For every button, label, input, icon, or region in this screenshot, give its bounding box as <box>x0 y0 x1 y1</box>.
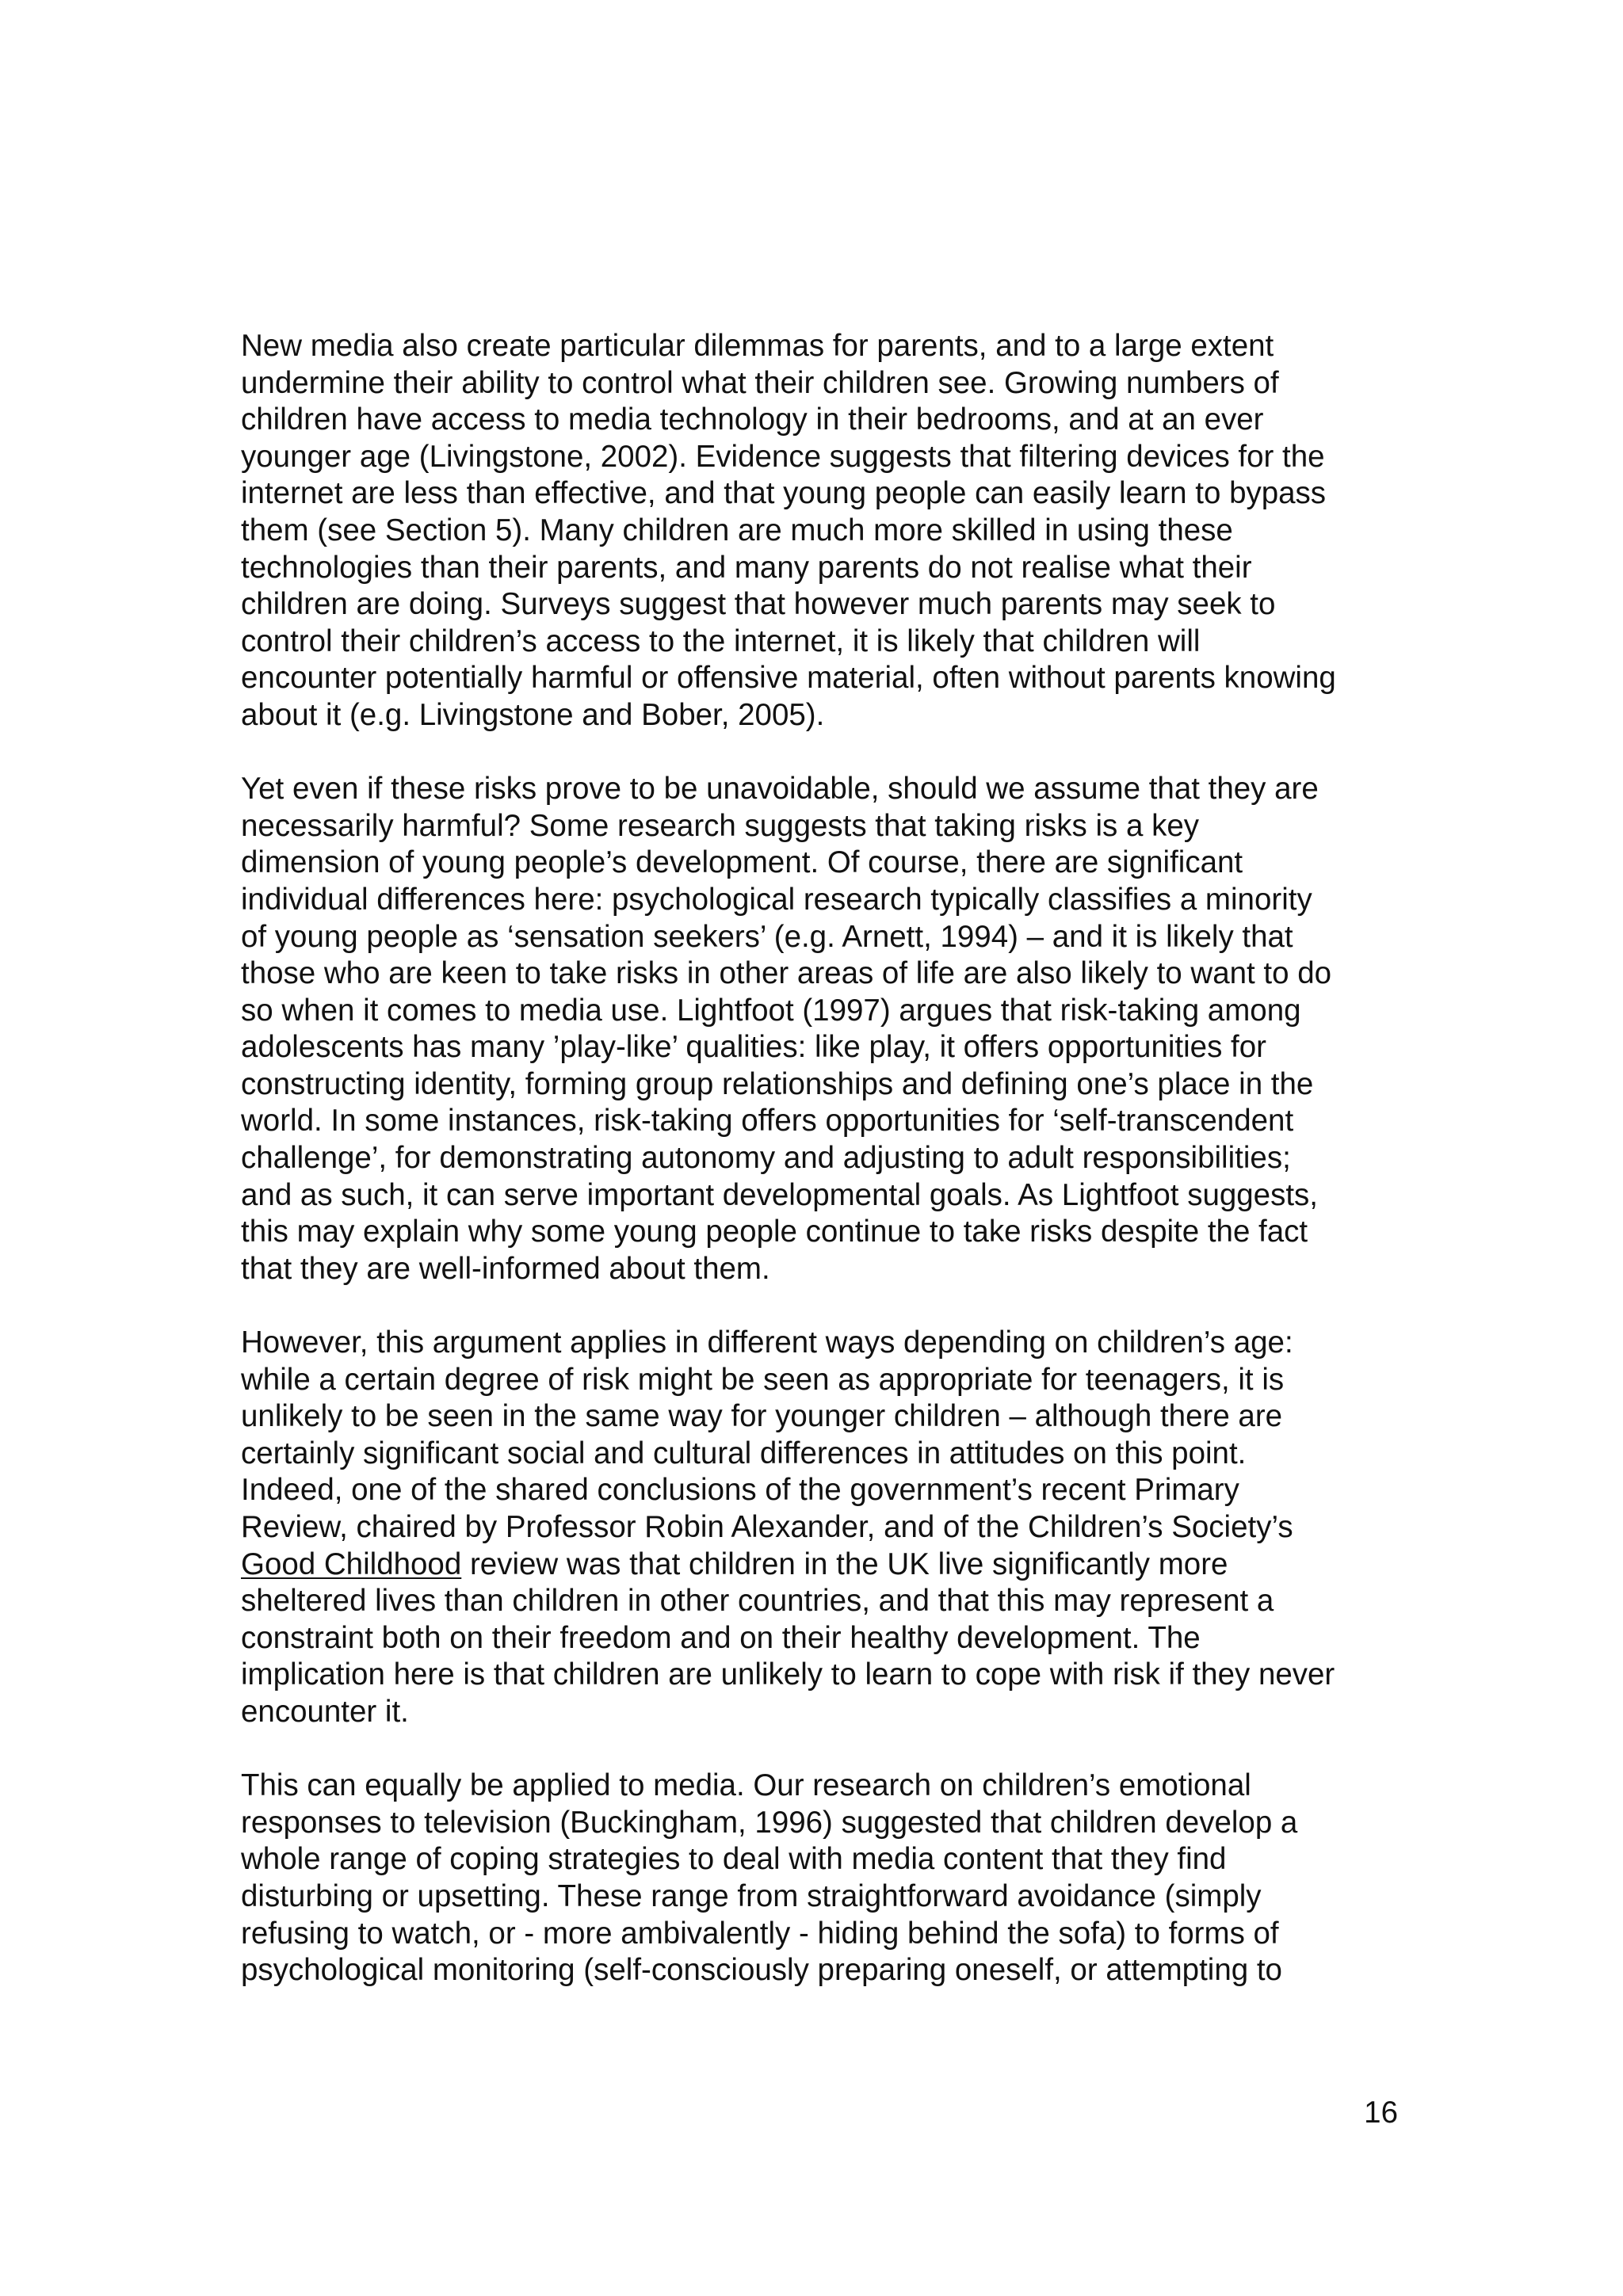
text-line: them (see Section 5). Many children are much more skilled in using these <box>241 513 1233 547</box>
text-line: children have access to media technology in their bedrooms, and at an ever <box>241 402 1264 437</box>
text-line: world. In some instances, risk-taking offers opportunities for ‘self-transcendent <box>241 1104 1294 1138</box>
body-text <box>241 328 1398 2026</box>
text-line: Indeed, one of the shared conclusions of the government’s recent Primary <box>241 1473 1239 1508</box>
text-line: constraint both on their freedom and on their healthy development. The <box>241 1620 1201 1655</box>
text-line <box>241 1547 1398 1584</box>
text-line: certainly significant social and cultural differences in attitudes on this point. <box>241 1436 1247 1470</box>
text-line: unlikely to be seen in the same way for younger children – although there are <box>241 1399 1283 1434</box>
report-title-underlined: Good Childhood <box>241 1547 462 1581</box>
text-line: Yet even if these risks prove to be unavoidable, should we assume that they are <box>241 772 1319 807</box>
text-line: undermine their ability to control what their children see. Growing numbers of <box>241 365 1279 400</box>
text-line: encounter it. <box>241 1694 409 1729</box>
page-number: 16 <box>1364 2096 1398 2130</box>
text-line: younger age (Livingstone, 2002). Evidence suggests that filtering devices for the <box>241 439 1325 474</box>
text-line: refusing to watch, or - more ambivalently - hiding behind the sofa) to forms of <box>241 1916 1279 1951</box>
text-line: responses to television (Buckingham, 1996) suggested that children develop a <box>241 1805 1298 1840</box>
text-line: of young people as ‘sensation seekers’ (e.g. Arnett, 1994) – and it is likely that <box>241 919 1293 954</box>
text-line: This can equally be applied to media. Our research on children’s emotional <box>241 1768 1251 1803</box>
text-line: encounter potentially harmful or offensive material, often without parents knowing <box>241 661 1336 696</box>
text-line: constructing identity, forming group relationships and defining one’s place in the <box>241 1066 1314 1101</box>
text-line: disturbing or upsetting. These range from straightforward avoidance (simply <box>241 1878 1262 1913</box>
text-line: internet are less than effective, and that young people can easily learn to bypass <box>241 476 1327 511</box>
paragraph-4 <box>241 1768 1398 1989</box>
text-line: those who are keen to take risks in other areas of life are also likely to want to do <box>241 956 1332 991</box>
text-line: adolescents has many ’play-like’ qualities: like play, it offers opportunities for <box>241 1030 1266 1065</box>
text-line: psychological monitoring (self-consciously preparing oneself, or attempting to <box>241 1953 1282 1988</box>
text-line: implication here is that children are unlikely to learn to cope with risk if they never <box>241 1657 1335 1692</box>
text-line: about it (e.g. Livingstone and Bober, 2005). <box>241 697 825 732</box>
text-line: New media also create particular dilemmas for parents, and to a large extent <box>241 329 1274 363</box>
text-line: control their children’s access to the internet, it is likely that children will <box>241 624 1201 658</box>
text-line: technologies than their parents, and many parents do not realise what their <box>241 550 1252 585</box>
paragraph-1 <box>241 328 1398 734</box>
paragraph-2 <box>241 771 1398 1287</box>
text-line: sheltered lives than children in other countries, and that this may represent a <box>241 1584 1274 1619</box>
text-line: challenge’, for demonstrating autonomy and adjusting to adult responsibilities; <box>241 1141 1291 1176</box>
text-line: Review, chaired by Professor Robin Alexander, and of the Children’s Society’s <box>241 1510 1293 1544</box>
text-line: that they are well-informed about them. <box>241 1251 770 1286</box>
text-line: However, this argument applies in different ways depending on children’s age: <box>241 1325 1293 1360</box>
text-line: whole range of coping strategies to deal with media content that they find <box>241 1842 1227 1877</box>
text-line: necessarily harmful? Some research suggests that taking risks is a key <box>241 808 1199 843</box>
text-line: individual differences here: psychological research typically classifies a minority <box>241 882 1312 917</box>
paragraph-3 <box>241 1325 1398 1731</box>
text-line: children are doing. Surveys suggest that however much parents may seek to <box>241 587 1276 622</box>
text-line: so when it comes to media use. Lightfoot (1997) argues that risk-taking among <box>241 993 1301 1028</box>
text-line-rest: review was that children in the UK live significantly more <box>461 1547 1228 1581</box>
text-line: and as such, it can serve important developmental goals. As Lightfoot suggests, <box>241 1177 1318 1212</box>
text-line: dimension of young people’s development. Of course, there are significant <box>241 845 1243 880</box>
text-line: this may explain why some young people continue to take risks despite the fact <box>241 1215 1308 1249</box>
text-line: while a certain degree of risk might be seen as appropriate for teenagers, it is <box>241 1362 1285 1397</box>
